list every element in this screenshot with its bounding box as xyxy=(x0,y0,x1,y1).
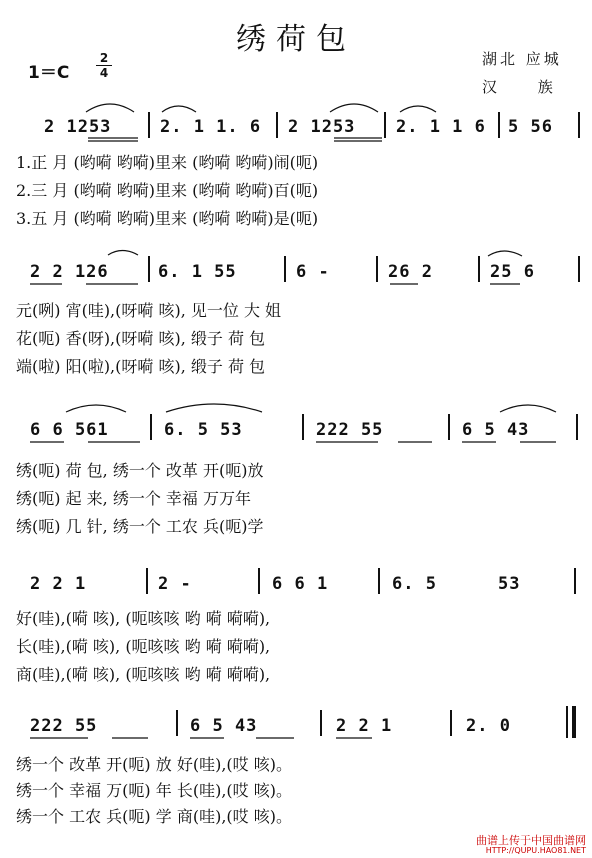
source-region: 湖北 应城 xyxy=(482,50,562,68)
measure: 6. 5 xyxy=(392,574,437,594)
lyric-line: 端(啦) 阳(啦),(呀嗬 咳), 缎子 荷 包 xyxy=(16,357,266,376)
lyric-line: 绣(呃) 荷 包, 绣一个 改革 开(呃)放 xyxy=(16,461,264,480)
lyric-line: 花(呃) 香(呀),(呀嗬 咳), 缎子 荷 包 xyxy=(16,329,266,348)
lyric-line: 绣(呃) 几 针, 绣一个 工农 兵(呃)学 xyxy=(16,517,264,536)
measure: 6. 5 53 xyxy=(164,420,243,440)
measure: 2. 1 1 6 xyxy=(396,117,486,137)
measure: 53 xyxy=(498,574,521,594)
footer-site-name: 曲谱上传于中国曲谱网 xyxy=(476,834,586,847)
source-ethnicity: 汉 族 xyxy=(482,78,571,96)
measure: 6 5 43 xyxy=(462,420,530,440)
measure: 6 6 561 xyxy=(30,420,109,440)
measure: 2 2 126 xyxy=(30,262,109,282)
lyric-line: 2.三 月 (哟嗬 哟嗬)里来 (哟嗬 哟嗬)百(呃) xyxy=(16,181,319,200)
measure: 25 6 xyxy=(490,262,535,282)
measure: 6 - xyxy=(296,262,330,282)
measure: 2 2 1 xyxy=(30,574,87,594)
lyric-line: 商(哇),(嗬 咳), (呃咳咳 哟 嗬 嗬嗬), xyxy=(16,665,271,684)
key-signature: 1＝C xyxy=(28,63,70,83)
lyric-line: 3.五 月 (哟嗬 哟嗬)里来 (哟嗬 哟嗬)是(呃) xyxy=(16,209,319,228)
lyric-line: 绣(呃) 起 来, 绣一个 幸福 万万年 xyxy=(16,489,252,508)
measure: 5 56 xyxy=(508,117,553,137)
lyric-line: 1.正 月 (哟嗬 哟嗬)里来 (哟嗬 哟嗬)闹(呃) xyxy=(16,153,319,172)
measure: 222 55 xyxy=(316,420,384,440)
time-signature-top: 2 xyxy=(99,51,109,65)
measure: 2 1253 xyxy=(288,117,356,137)
measure: 222 55 xyxy=(30,716,98,736)
measure: 2 1253 xyxy=(44,117,112,137)
measure: 6 5 43 xyxy=(190,716,258,736)
lyric-line: 绣一个 改革 开(呃) 放 好(哇),(哎 咳)。 xyxy=(16,755,292,774)
measure: 6. 1 55 xyxy=(158,262,237,282)
lyric-line: 元(咧) 宵(哇),(呀嗬 咳), 见一位 大 姐 xyxy=(16,301,282,320)
lyric-line: 绣一个 工农 兵(呃) 学 商(哇),(哎 咳)。 xyxy=(16,807,292,826)
measure: 2 2 1 xyxy=(336,716,393,736)
song-title: 绣荷包 xyxy=(236,22,356,57)
lyric-line: 好(哇),(嗬 咳), (呃咳咳 哟 嗬 嗬嗬), xyxy=(16,609,271,628)
measure: 6 6 1 xyxy=(272,574,329,594)
time-signature-bottom: 4 xyxy=(99,66,109,80)
measure: 2. 1 1. 6 xyxy=(160,117,262,137)
measure: 2 - xyxy=(158,574,192,594)
measure: 26 2 xyxy=(388,262,433,282)
lyric-line: 绣一个 幸福 万(呃) 年 长(哇),(哎 咳)。 xyxy=(16,781,292,800)
measure: 2. 0 xyxy=(466,716,511,736)
lyric-line: 长(哇),(嗬 咳), (呃咳咳 哟 嗬 嗬嗬), xyxy=(16,637,271,656)
time-signature xyxy=(96,52,112,79)
footer-site-url: HTTP://QUPU.HAO81.NET xyxy=(485,846,586,855)
